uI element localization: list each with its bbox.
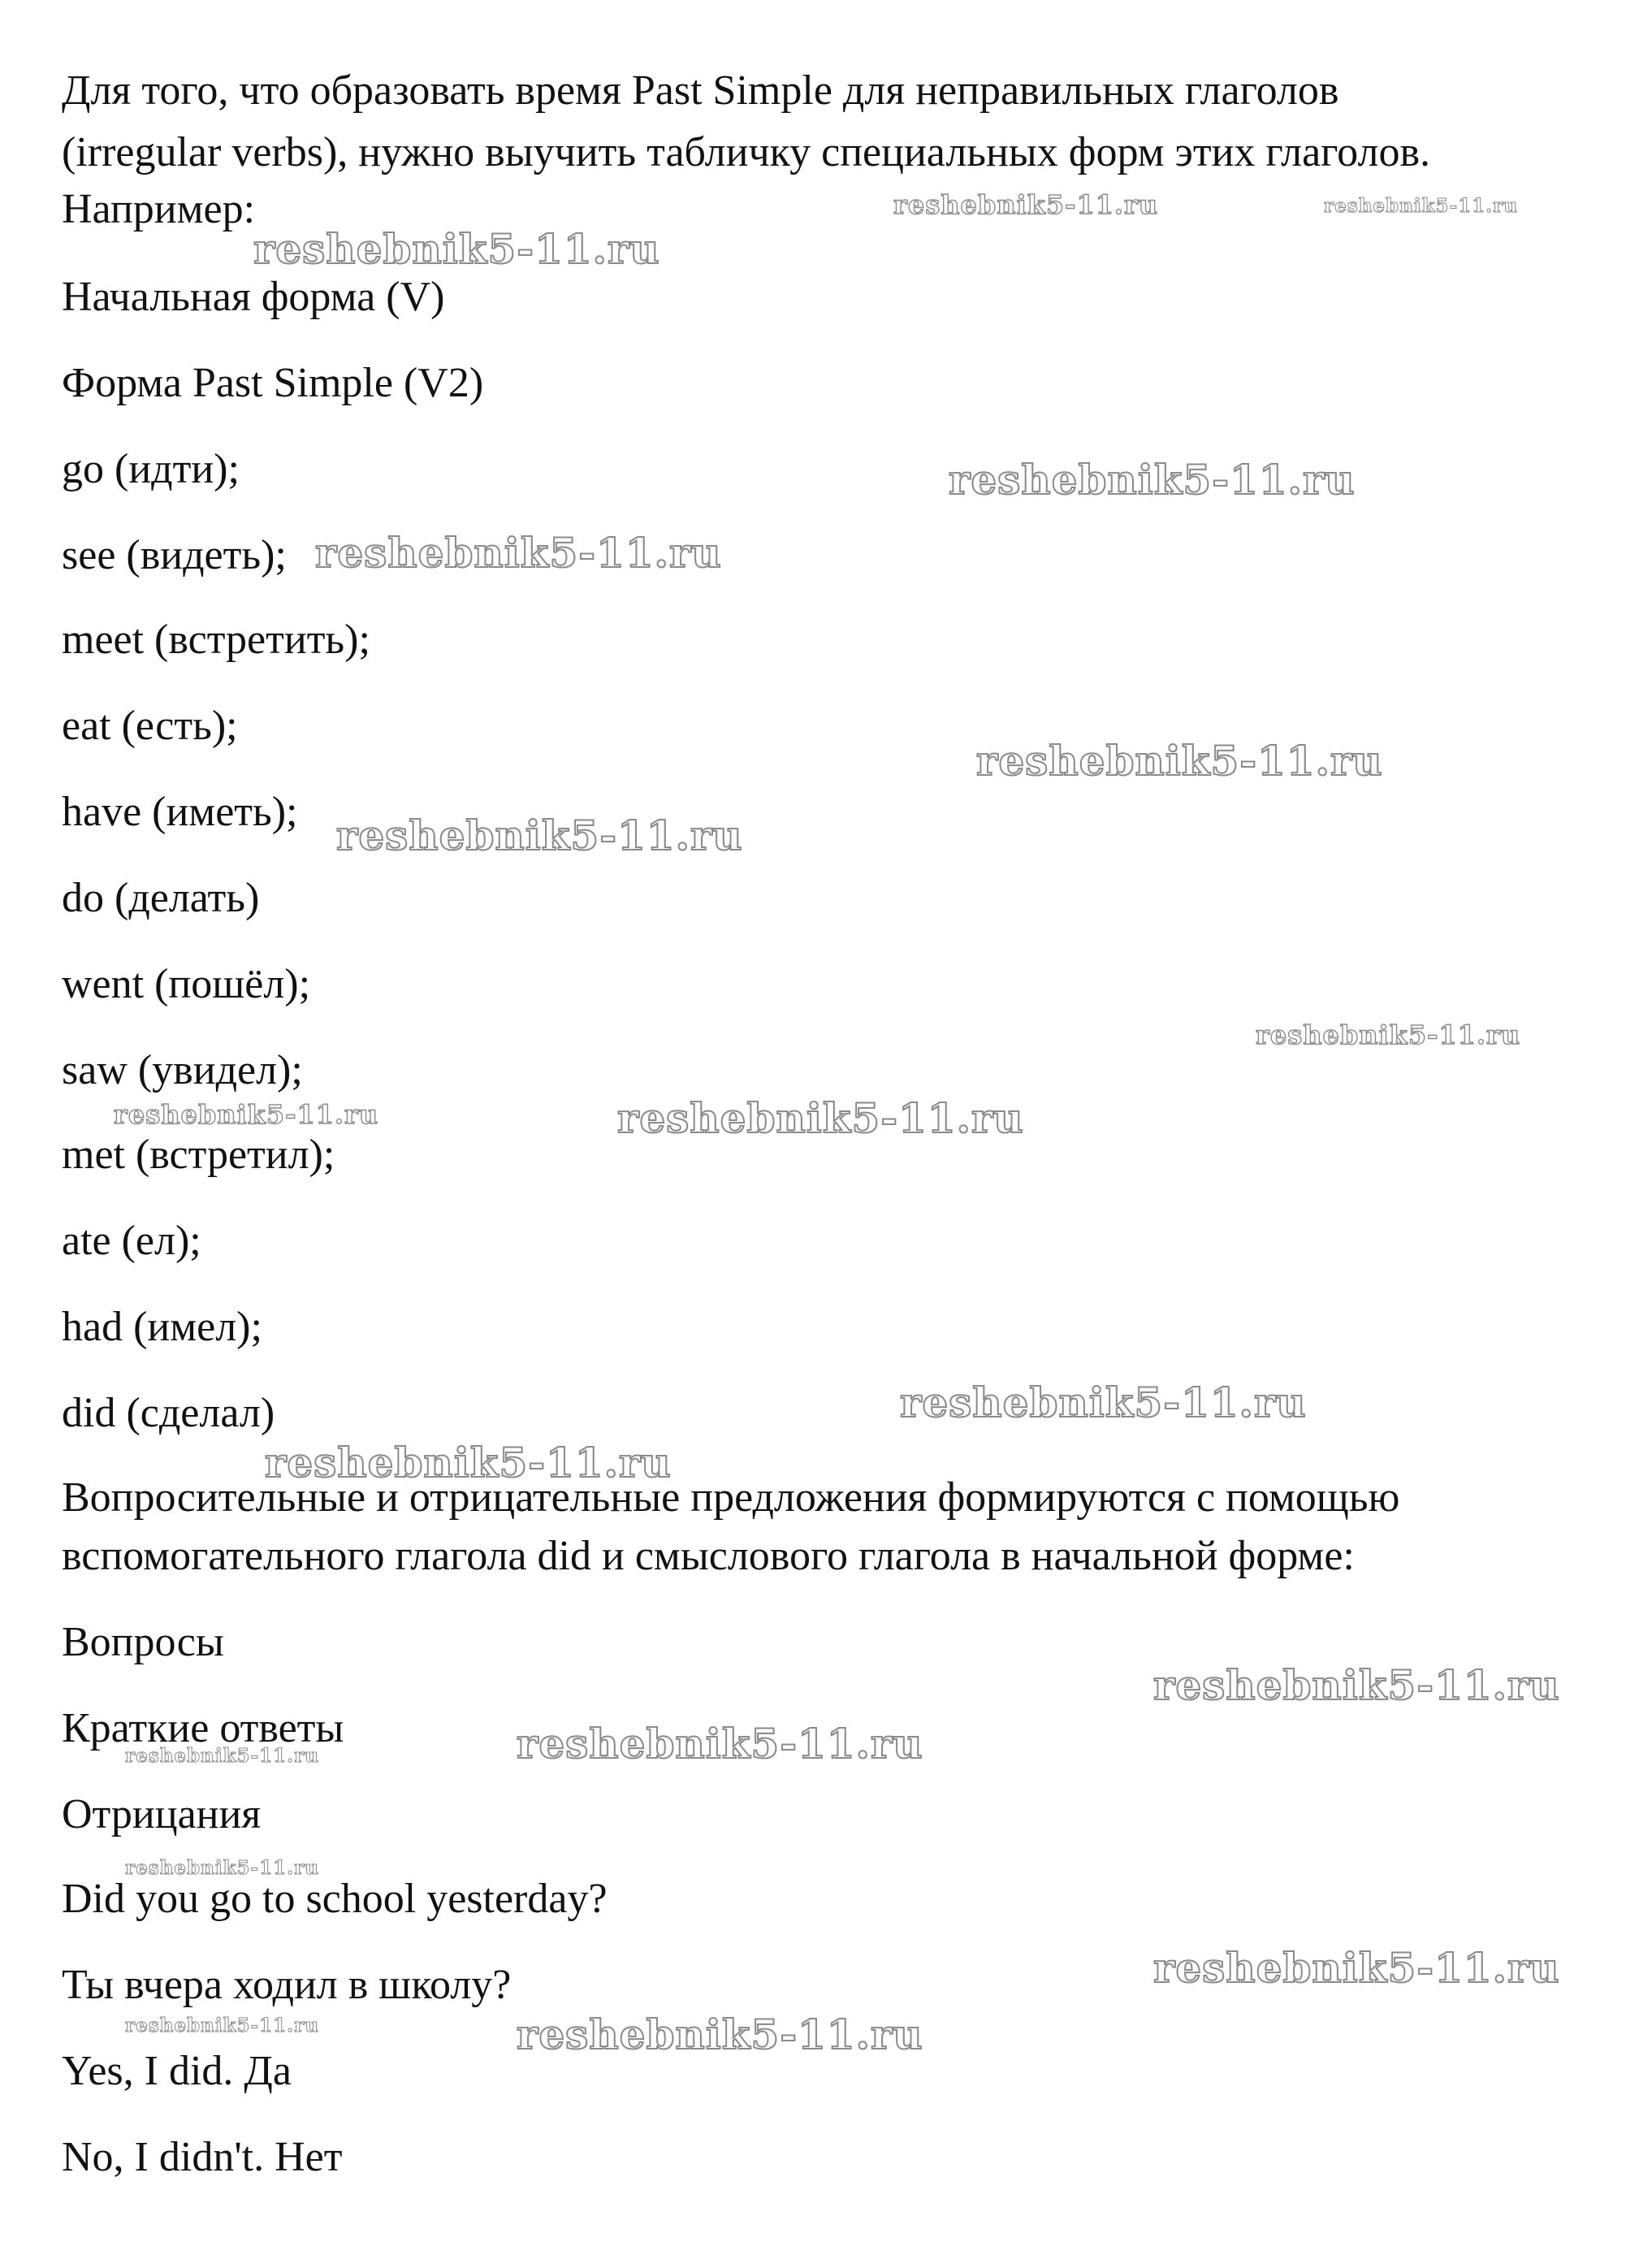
watermark: reshebnik5-11.ru — [265, 1439, 672, 1487]
questions-intro-line-2: вспомогательного глагола did и смыслового глагола в начальной форме: — [62, 1533, 1355, 1579]
initial-form-item: go (идти); — [62, 446, 240, 492]
watermark: reshebnik5-11.ru — [517, 2010, 923, 2058]
example-translation: Ты вчера ходил в школу? — [62, 1962, 512, 2008]
short-answers-header: Краткие ответы — [62, 1705, 344, 1751]
past-form-item: saw (увидел); — [62, 1047, 303, 1093]
watermark: reshebnik5-11.ru — [517, 1720, 923, 1768]
initial-form-item: do (делать) — [62, 875, 260, 921]
initial-form-item: have (иметь); — [62, 789, 298, 835]
watermark: reshebnik5-11.ru — [253, 225, 660, 273]
initial-form-item: see (видеть); — [62, 532, 287, 578]
watermark: reshebnik5-11.ru — [900, 1379, 1307, 1426]
watermark: reshebnik5-11.ru — [114, 1099, 379, 1130]
past-form-item: went (пошёл); — [62, 961, 311, 1007]
watermark: reshebnik5-11.ru — [893, 189, 1159, 220]
initial-form-item: meet (встретить); — [62, 617, 370, 663]
initial-form-header: Начальная форма (V) — [62, 274, 445, 320]
past-form-header: Форма Past Simple (V2) — [62, 360, 484, 406]
watermark: reshebnik5-11.ru — [1256, 1019, 1521, 1050]
past-form-item: ate (ел); — [62, 1218, 201, 1264]
initial-form-item: eat (есть); — [62, 703, 238, 749]
watermark: reshebnik5-11.ru — [336, 812, 743, 859]
watermark: reshebnik5-11.ru — [125, 1857, 319, 1879]
watermark: reshebnik5-11.ru — [125, 2015, 319, 2036]
watermark: reshebnik5-11.ru — [976, 737, 1383, 785]
watermark: reshebnik5-11.ru — [1153, 1944, 1560, 1992]
watermark: reshebnik5-11.ru — [617, 1094, 1024, 1142]
watermark: reshebnik5-11.ru — [315, 529, 722, 577]
intro-line-3: Например: — [62, 186, 256, 232]
watermark: reshebnik5-11.ru — [1153, 1661, 1560, 1709]
intro-line-2: (irregular verbs), нужно выучить табличку специальных форм этих глаголов. — [62, 129, 1430, 175]
questions-header: Вопросы — [62, 1619, 224, 1665]
example-question: Did you go to school yesterday? — [62, 1876, 608, 1922]
example-no-answer: No, I didn't. Нет — [62, 2134, 343, 2180]
past-form-item: did (сделал) — [62, 1390, 275, 1436]
questions-intro-line-1: Вопросительные и отрицательные предложения формируются с помощью — [62, 1474, 1400, 1521]
intro-line-1: Для того, что образовать время Past Simple для неправильных глаголов — [62, 67, 1339, 114]
negations-header: Отрицания — [62, 1791, 262, 1837]
watermark: reshebnik5-11.ru — [1324, 195, 1518, 217]
watermark: reshebnik5-11.ru — [125, 1745, 319, 1767]
past-form-item: had (имел); — [62, 1304, 262, 1350]
past-form-item: met (встретил); — [62, 1132, 335, 1178]
watermark: reshebnik5-11.ru — [949, 456, 1356, 504]
example-yes-answer: Yes, I did. Да — [62, 2048, 292, 2094]
